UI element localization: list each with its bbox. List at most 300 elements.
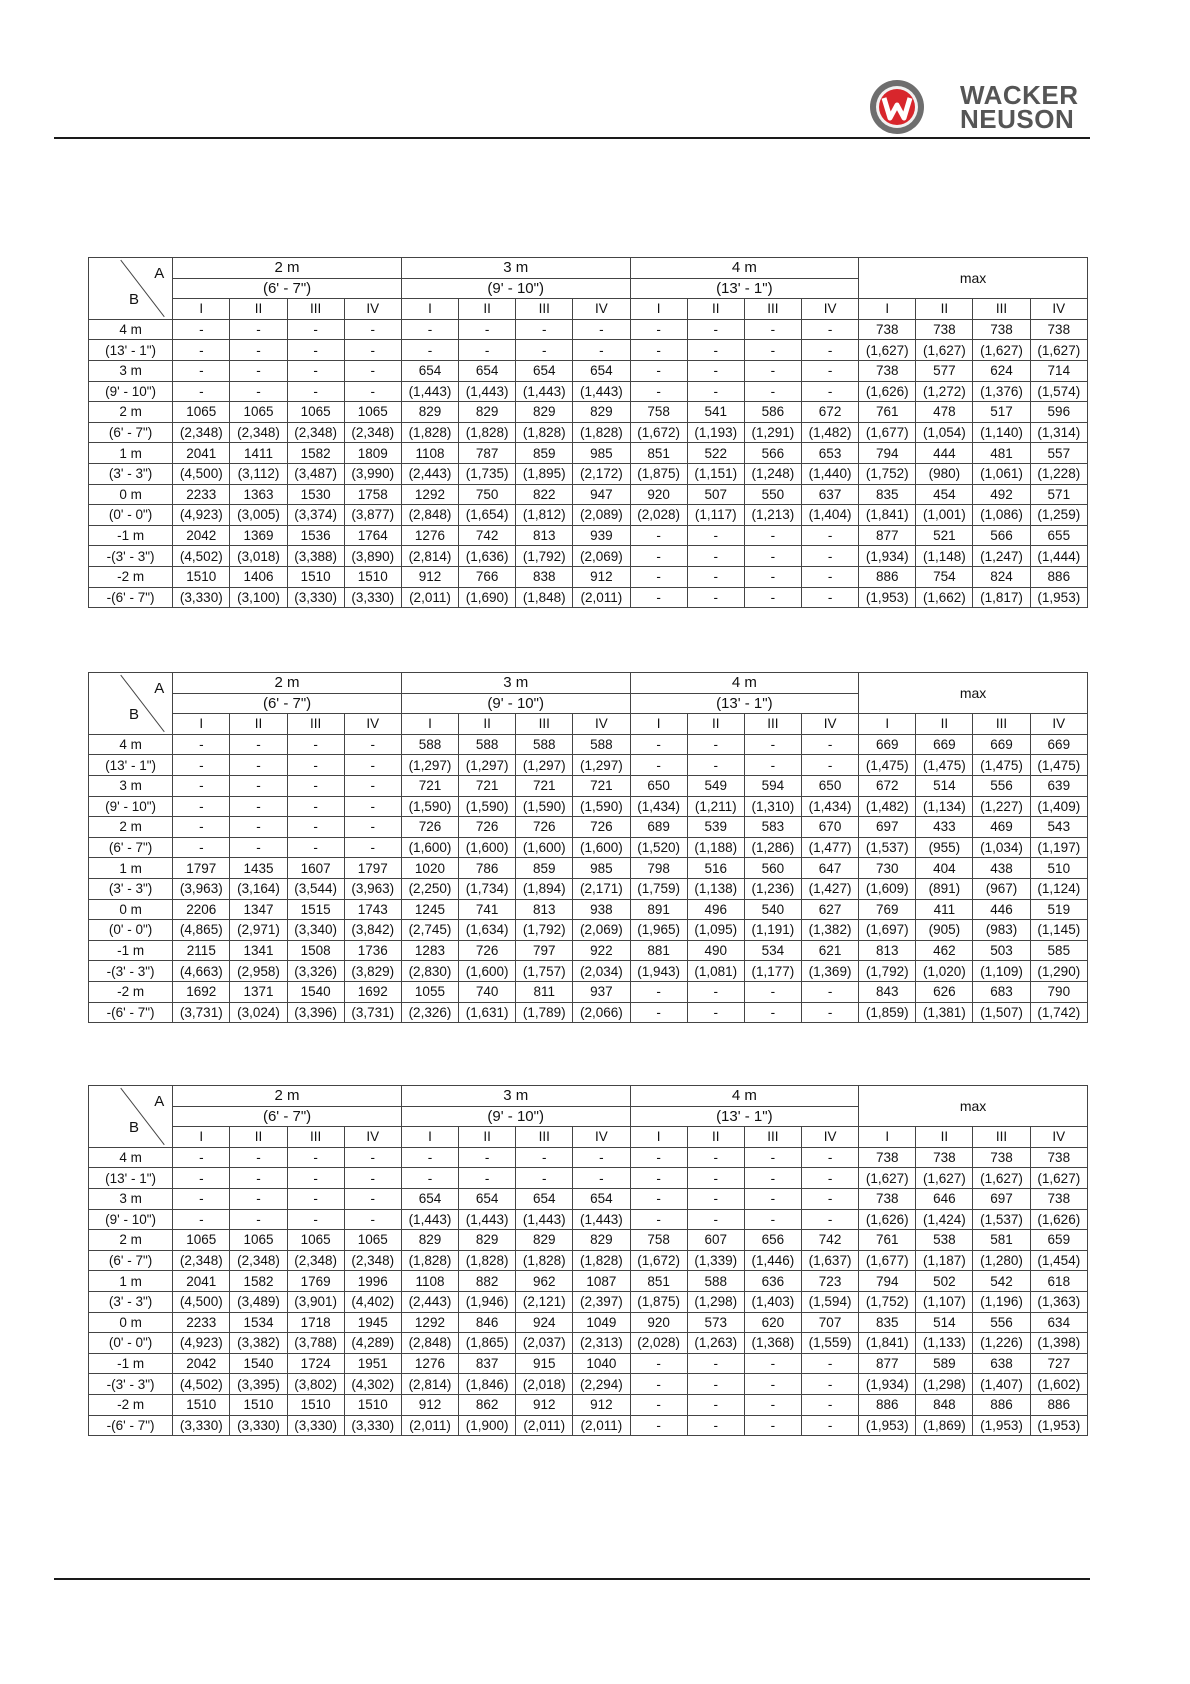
row-label: 4 m — [89, 319, 173, 340]
table-cell: (1,363) — [1030, 1291, 1087, 1312]
table-cell: 566 — [744, 443, 801, 464]
table-cell: 886 — [1030, 566, 1087, 587]
table-cell: (1,248) — [744, 463, 801, 484]
table-cell: 1065 — [230, 402, 287, 423]
table-cell: - — [230, 817, 287, 838]
sub-column-header: IV — [344, 1127, 401, 1148]
table-cell: (1,841) — [859, 505, 916, 526]
table-row — [89, 899, 1088, 920]
table-cell: - — [630, 755, 687, 776]
table-cell: (3,802) — [287, 1374, 344, 1395]
table-cell: - — [573, 340, 630, 361]
table-cell: 2041 — [173, 1271, 230, 1292]
table-cell: (1,482) — [801, 422, 858, 443]
column-group-imperial: (9' - 10") — [401, 693, 630, 714]
table-cell: - — [173, 319, 230, 340]
table-cell: 877 — [859, 525, 916, 546]
table-cell: - — [401, 1147, 458, 1168]
row-label: -(6' - 7") — [89, 1002, 173, 1023]
table-cell: - — [173, 1209, 230, 1230]
table-cell: (1,140) — [973, 422, 1030, 443]
table-cell: 766 — [459, 566, 516, 587]
table-cell: 404 — [916, 858, 973, 879]
column-group-metric: 2 m — [173, 258, 402, 279]
table-cell: (1,443) — [573, 381, 630, 402]
table-cell: 588 — [573, 734, 630, 755]
table-cell: (1,291) — [744, 422, 801, 443]
sub-column-header: I — [173, 1127, 230, 1148]
table-cell: 730 — [859, 858, 916, 879]
table-cell: 550 — [744, 484, 801, 505]
table-cell: 985 — [573, 443, 630, 464]
table-cell: (1,626) — [859, 1209, 916, 1230]
corner-label-b: B — [129, 705, 140, 723]
table-cell: 490 — [687, 940, 744, 961]
table-cell: 1510 — [287, 1394, 344, 1415]
table-cell: 571 — [1030, 484, 1087, 505]
table-cell: 581 — [973, 1230, 1030, 1251]
sub-column-header: III — [287, 1127, 344, 1148]
table-cell: - — [687, 1147, 744, 1168]
table-cell: (1,559) — [801, 1333, 858, 1354]
table-cell: (1,590) — [401, 796, 458, 817]
table-cell: - — [687, 1353, 744, 1374]
table-cell: (1,828) — [401, 422, 458, 443]
row-label: -(6' - 7") — [89, 587, 173, 608]
table-cell: - — [744, 1147, 801, 1168]
table-cell: (3,877) — [344, 505, 401, 526]
table-cell: 882 — [459, 1271, 516, 1292]
table-cell: - — [801, 566, 858, 587]
table-cell: - — [230, 381, 287, 402]
row-label: 2 m — [89, 817, 173, 838]
table-cell: (1,434) — [630, 796, 687, 817]
table-cell: - — [630, 1002, 687, 1023]
table-cell: 886 — [973, 1394, 1030, 1415]
table-cell: (1,213) — [744, 505, 801, 526]
table-cell: 522 — [687, 443, 744, 464]
table-cell: 824 — [973, 566, 1030, 587]
table-cell: - — [687, 1374, 744, 1395]
table-cell: - — [230, 1147, 287, 1168]
table-cell: (1,742) — [1030, 1002, 1087, 1023]
table-cell: (1,475) — [973, 755, 1030, 776]
table-cell: - — [173, 796, 230, 817]
table-cell: (1,507) — [973, 1002, 1030, 1023]
table-cell: (3,330) — [173, 587, 230, 608]
table-cell: 1435 — [230, 858, 287, 879]
footer-divider — [54, 1578, 1090, 1580]
table-cell: - — [173, 1147, 230, 1168]
table-cell: - — [630, 1168, 687, 1189]
table-cell: (3,890) — [344, 546, 401, 567]
table-row — [89, 961, 1088, 982]
table-cell: 738 — [859, 319, 916, 340]
row-label: (13' - 1") — [89, 340, 173, 361]
table-cell: (3,544) — [287, 878, 344, 899]
sub-column-header: I — [630, 714, 687, 735]
table-cell: 589 — [916, 1353, 973, 1374]
table-cell: (2,348) — [344, 422, 401, 443]
table-cell: 1065 — [287, 402, 344, 423]
table-cell: (1,869) — [916, 1415, 973, 1436]
table-cell: - — [630, 525, 687, 546]
table-cell: (1,095) — [687, 920, 744, 941]
table-cell: 573 — [687, 1312, 744, 1333]
table-cell: 1510 — [173, 1394, 230, 1415]
table-cell: 697 — [859, 817, 916, 838]
table-cell: 938 — [573, 899, 630, 920]
table-cell: (2,011) — [573, 587, 630, 608]
table-cell: - — [801, 525, 858, 546]
column-group-metric: 4 m — [630, 258, 859, 279]
corner-cell — [89, 1086, 173, 1148]
table-row — [89, 402, 1088, 423]
table-cell: 721 — [459, 775, 516, 796]
table-cell: (1,376) — [973, 381, 1030, 402]
table-cell: - — [344, 381, 401, 402]
table-cell: 1510 — [173, 566, 230, 587]
table-cell: (3,005) — [230, 505, 287, 526]
table-cell: (1,875) — [630, 463, 687, 484]
table-cell: 881 — [630, 940, 687, 961]
table-cell: 481 — [973, 443, 1030, 464]
table-cell: - — [516, 1168, 573, 1189]
table-cell: 835 — [859, 1312, 916, 1333]
table-cell: (3,330) — [344, 587, 401, 608]
table-cell: 655 — [1030, 525, 1087, 546]
table-cell: - — [801, 755, 858, 776]
table-cell: (1,298) — [916, 1374, 973, 1395]
table-cell: (1,859) — [859, 1002, 916, 1023]
table-cell: (2,294) — [573, 1374, 630, 1395]
table-cell: 738 — [1030, 1188, 1087, 1209]
table-cell: (1,677) — [859, 1250, 916, 1271]
corner-label-b: B — [129, 1118, 140, 1136]
table-cell: (1,187) — [916, 1250, 973, 1271]
table-cell: 859 — [516, 443, 573, 464]
table-cell: - — [287, 360, 344, 381]
table-cell: - — [744, 1374, 801, 1395]
table-cell: 566 — [973, 525, 1030, 546]
table-cell: (1,297) — [401, 755, 458, 776]
table-cell: 761 — [859, 402, 916, 423]
row-label: 0 m — [89, 1312, 173, 1333]
row-label: (3' - 3") — [89, 1291, 173, 1312]
table-cell: - — [173, 755, 230, 776]
table-cell: 886 — [1030, 1394, 1087, 1415]
table-cell: (4,923) — [173, 505, 230, 526]
table-cell: (983) — [973, 920, 1030, 941]
corner-cell — [89, 673, 173, 735]
table-cell: (1,443) — [459, 1209, 516, 1230]
table-cell: 1534 — [230, 1312, 287, 1333]
table-cell: (1,590) — [573, 796, 630, 817]
table-cell: 697 — [973, 1188, 1030, 1209]
table-cell: - — [287, 319, 344, 340]
table-cell: - — [630, 546, 687, 567]
row-label: -2 m — [89, 1394, 173, 1415]
table-cell: - — [744, 1168, 801, 1189]
table-cell: 469 — [973, 817, 1030, 838]
table-cell: - — [344, 837, 401, 858]
table-cell: 654 — [573, 1188, 630, 1209]
table-row — [89, 1209, 1088, 1230]
table-cell: - — [173, 1188, 230, 1209]
table-cell: - — [744, 1394, 801, 1415]
table-cell: - — [230, 796, 287, 817]
table-cell: 891 — [630, 899, 687, 920]
table-cell: 846 — [459, 1312, 516, 1333]
row-label: (13' - 1") — [89, 755, 173, 776]
table-cell: - — [459, 1147, 516, 1168]
table-cell: 922 — [573, 940, 630, 961]
table-row — [89, 1250, 1088, 1271]
table-cell: - — [230, 340, 287, 361]
table-cell: 912 — [573, 566, 630, 587]
sub-column-header: IV — [1030, 1127, 1087, 1148]
table-row — [89, 381, 1088, 402]
table-cell: 556 — [973, 1312, 1030, 1333]
row-label: (6' - 7") — [89, 422, 173, 443]
table-cell: (1,600) — [459, 961, 516, 982]
table-cell: 798 — [630, 858, 687, 879]
table-cell: 1515 — [287, 899, 344, 920]
table-cell: - — [801, 981, 858, 1002]
table-row — [89, 1312, 1088, 1333]
table-cell: 726 — [401, 817, 458, 838]
table-cell: - — [287, 796, 344, 817]
table-cell: - — [744, 1353, 801, 1374]
table-cell: 588 — [516, 734, 573, 755]
table-cell: 829 — [401, 1230, 458, 1251]
brand-name-line2: NEUSON — [960, 104, 1075, 134]
table-cell: (1,841) — [859, 1333, 916, 1354]
table-cell: 594 — [744, 775, 801, 796]
table-cell: 1369 — [230, 525, 287, 546]
table-cell: 721 — [573, 775, 630, 796]
table-cell: 726 — [459, 817, 516, 838]
table-cell: (1,627) — [973, 1168, 1030, 1189]
row-label: 4 m — [89, 734, 173, 755]
table-cell: 947 — [573, 484, 630, 505]
table-cell: (1,134) — [916, 796, 973, 817]
table-cell: (1,211) — [687, 796, 744, 817]
table-cell: 1245 — [401, 899, 458, 920]
table-cell: 859 — [516, 858, 573, 879]
sub-column-header: IV — [573, 714, 630, 735]
table-cell: (1,061) — [973, 463, 1030, 484]
table-cell: 1065 — [344, 1230, 401, 1251]
sub-column-header: II — [916, 1127, 973, 1148]
table-row — [89, 319, 1088, 340]
table-cell: - — [630, 1209, 687, 1230]
table-cell: 516 — [687, 858, 744, 879]
table-cell: 637 — [801, 484, 858, 505]
table-cell: 650 — [630, 775, 687, 796]
table-cell: (3,990) — [344, 463, 401, 484]
table-cell: (1,124) — [1030, 878, 1087, 899]
table-cell: 541 — [687, 402, 744, 423]
table-cell: 924 — [516, 1312, 573, 1333]
table-cell: - — [344, 755, 401, 776]
table-cell: (1,812) — [516, 505, 573, 526]
table-cell: - — [573, 1147, 630, 1168]
table-cell: (967) — [973, 878, 1030, 899]
table-cell: (2,011) — [573, 1415, 630, 1436]
table-cell: (2,848) — [401, 1333, 458, 1354]
load-table-2 — [88, 672, 1088, 1023]
table-cell: 1040 — [573, 1353, 630, 1374]
table-row — [89, 920, 1088, 941]
table-cell: - — [344, 360, 401, 381]
table-cell: 1692 — [173, 981, 230, 1002]
table-cell: - — [744, 587, 801, 608]
table-cell: 738 — [859, 360, 916, 381]
table-cell: (1,404) — [801, 505, 858, 526]
table-cell: (1,443) — [401, 381, 458, 402]
table-cell: 607 — [687, 1230, 744, 1251]
table-cell: (1,943) — [630, 961, 687, 982]
table-cell: 738 — [1030, 1147, 1087, 1168]
table-cell: (1,197) — [1030, 837, 1087, 858]
table-row — [89, 1230, 1088, 1251]
sub-column-header: II — [230, 299, 287, 320]
row-label: 3 m — [89, 1188, 173, 1209]
row-label: (0' - 0") — [89, 505, 173, 526]
row-label: (6' - 7") — [89, 1250, 173, 1271]
table-cell: (2,814) — [401, 1374, 458, 1395]
table-cell: (1,081) — [687, 961, 744, 982]
table-cell: 670 — [801, 817, 858, 838]
table-cell: (1,054) — [916, 422, 973, 443]
row-label: (0' - 0") — [89, 1333, 173, 1354]
table-cell: (2,069) — [573, 546, 630, 567]
table-cell: (1,600) — [459, 837, 516, 858]
table-cell: 654 — [573, 360, 630, 381]
table-cell: 822 — [516, 484, 573, 505]
table-cell: (4,923) — [173, 1333, 230, 1354]
table-cell: - — [801, 1002, 858, 1023]
column-group-imperial: (13' - 1") — [630, 1106, 859, 1127]
sub-column-header: I — [630, 299, 687, 320]
sub-column-header: IV — [801, 714, 858, 735]
sub-column-header: I — [173, 299, 230, 320]
table-cell: (3,326) — [287, 961, 344, 982]
table-cell: 2042 — [173, 1353, 230, 1374]
table-cell: (3,731) — [173, 1002, 230, 1023]
table-cell: 503 — [973, 940, 1030, 961]
table-cell: 726 — [573, 817, 630, 838]
table-cell: 1087 — [573, 1271, 630, 1292]
table-cell: (1,475) — [916, 755, 973, 776]
table-cell: 514 — [916, 1312, 973, 1333]
table-cell: 1758 — [344, 484, 401, 505]
table-cell: (2,348) — [287, 422, 344, 443]
table-cell: (1,637) — [801, 1250, 858, 1271]
table-cell: 726 — [459, 940, 516, 961]
table-cell: (1,789) — [516, 1002, 573, 1023]
table-cell: - — [687, 546, 744, 567]
table-cell: (1,409) — [1030, 796, 1087, 817]
row-label: 0 m — [89, 899, 173, 920]
sub-column-header: III — [516, 714, 573, 735]
table-cell: (1,151) — [687, 463, 744, 484]
table-cell: (1,477) — [801, 837, 858, 858]
table-cell: - — [801, 1374, 858, 1395]
table-cell: (1,828) — [573, 422, 630, 443]
table-cell: (3,382) — [230, 1333, 287, 1354]
column-group-metric: 4 m — [630, 673, 859, 694]
row-label: -(3' - 3") — [89, 961, 173, 982]
table-row — [89, 484, 1088, 505]
table-cell: 502 — [916, 1271, 973, 1292]
table-cell: 721 — [516, 775, 573, 796]
table-cell: (1,297) — [573, 755, 630, 776]
table-cell: - — [630, 1374, 687, 1395]
table-cell: 654 — [401, 1188, 458, 1209]
table-cell: (1,434) — [801, 796, 858, 817]
header-row-subcolumns — [89, 1127, 1088, 1148]
table-cell: (3,901) — [287, 1291, 344, 1312]
table-cell: 1508 — [287, 940, 344, 961]
sub-column-header: II — [687, 1127, 744, 1148]
table-cell: 1945 — [344, 1312, 401, 1333]
table-cell: (1,339) — [687, 1250, 744, 1271]
corner-label-a: A — [154, 265, 165, 282]
row-label: 3 m — [89, 775, 173, 796]
table-cell: - — [401, 1168, 458, 1189]
table-cell: - — [287, 775, 344, 796]
table-cell: - — [230, 734, 287, 755]
table-cell: 1406 — [230, 566, 287, 587]
table-cell: (2,348) — [230, 1250, 287, 1271]
table-cell: - — [630, 587, 687, 608]
table-cell: 577 — [916, 360, 973, 381]
table-cell: 738 — [1030, 319, 1087, 340]
table-row — [89, 360, 1088, 381]
table-cell: - — [287, 1168, 344, 1189]
table-cell: (2,172) — [573, 463, 630, 484]
table-row — [89, 1168, 1088, 1189]
table-cell: (4,302) — [344, 1374, 401, 1395]
table-cell: - — [630, 566, 687, 587]
sub-column-header: IV — [1030, 299, 1087, 320]
table-cell: - — [687, 981, 744, 1002]
table-cell: (980) — [916, 463, 973, 484]
table-cell: 813 — [516, 525, 573, 546]
table-cell: 738 — [916, 319, 973, 340]
row-label: 4 m — [89, 1147, 173, 1168]
table-cell: (1,690) — [459, 587, 516, 608]
table-cell: (2,069) — [573, 920, 630, 941]
table-cell: 672 — [859, 775, 916, 796]
table-cell: (1,672) — [630, 422, 687, 443]
table-cell: - — [744, 755, 801, 776]
table-cell: (2,745) — [401, 920, 458, 941]
table-cell: (3,024) — [230, 1002, 287, 1023]
table-cell: (1,280) — [973, 1250, 1030, 1271]
table-cell: 639 — [1030, 775, 1087, 796]
table-cell: 650 — [801, 775, 858, 796]
table-cell: (1,193) — [687, 422, 744, 443]
table-cell: 538 — [916, 1230, 973, 1251]
table-cell: 915 — [516, 1353, 573, 1374]
table-cell: 638 — [973, 1353, 1030, 1374]
table-cell: (1,138) — [687, 878, 744, 899]
table-cell: (1,792) — [859, 961, 916, 982]
row-label: 1 m — [89, 1271, 173, 1292]
